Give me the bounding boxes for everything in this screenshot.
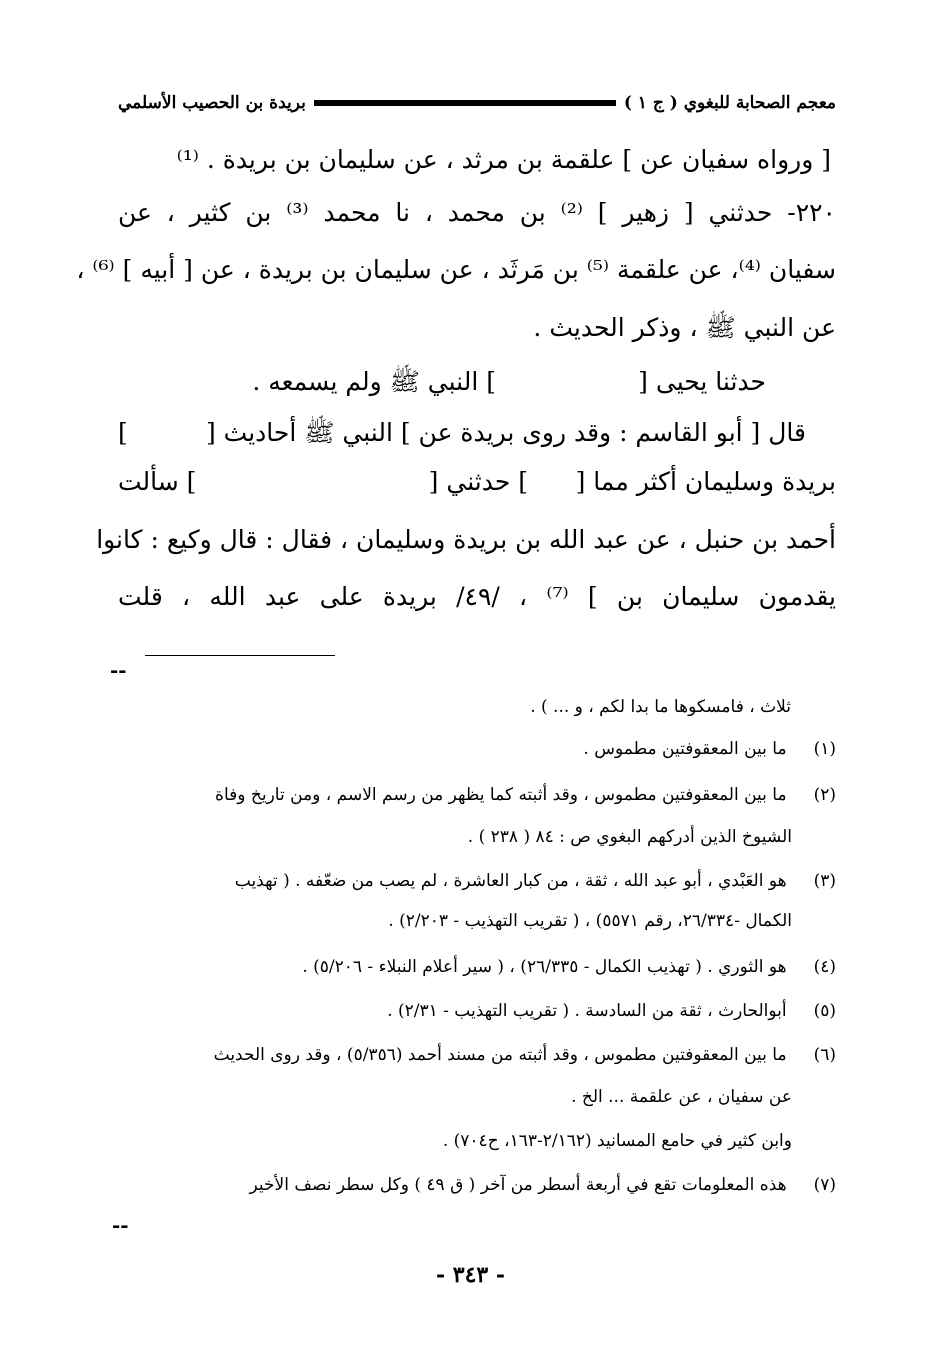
footnote-number: (٣) <box>813 871 836 891</box>
footnote-dash: -- <box>110 658 127 682</box>
footnote-6-continuation: عن سفيان ، عن علقمة ... الخ . <box>571 1087 792 1107</box>
body-line-7-part-b: ] حدثني [ <box>428 467 528 496</box>
footnote-text: هو الثوري . ( تهذيب الكمال - ٢٦/٣٣٥) ، ( سير أعلام النبلاء - ٥/٢٠٦) . <box>302 957 787 977</box>
footnote-text: هذه المعلومات تقع في أربعة أسطر من آخر ( ق ٤٩ ) وكل سطر نصف الأخير <box>249 1175 787 1195</box>
footnote-5 <box>110 996 836 1026</box>
body-line-7-part-a: بريدة وسليمان أكثر مما [ <box>575 467 836 496</box>
footnote-number: (٧) <box>813 1175 836 1195</box>
footnote-7 <box>110 1170 836 1200</box>
footnote-number: (١) <box>813 739 836 759</box>
running-header <box>118 88 836 118</box>
footnote-2 <box>110 780 836 810</box>
footnote-2-continuation: الشيوخ الذين أدركهم البغوي ص : ٨٤ ( ٢٣٨ ) . <box>467 827 792 847</box>
footnote-text: ما بين المعقوفتين مطموس ، وقد أثبته من مسند أحمد (٥/٣٥٦) ، وقد روى الحديث <box>213 1045 787 1065</box>
book-title: معجم الصحابة للبغوي ( ج ١ ) <box>623 93 836 113</box>
body-line-5-part-b: ] النبي ﷺ ولم يسمعه . <box>252 367 496 396</box>
footnote-number: (٤) <box>813 957 836 977</box>
footnote-text: هو العَبْدي ، أبو عبد الله ، ثقة ، من كبار العاشرة ، لم يصب من ضعّفه . ( تهذيب <box>234 871 787 891</box>
body-line-2: ٢٢٠- حدثني [ زهير ] ⁽²⁾ بن محمد ، نا محمد ⁽³⁾ بن كثير ، عن <box>118 198 836 227</box>
footnote-number: (٢) <box>813 785 836 805</box>
bottom-dash: -- <box>112 1213 129 1237</box>
header-rule <box>314 100 616 106</box>
body-line-9: يقدمون سليمان بن ] ⁽⁷⁾ ، /٤٩/ بريدة على عبد الله ، قلت <box>118 582 836 611</box>
footnote-6-continuation-2: وابن كثير في حامع المسانيد (٢/١٦٢-١٦٣، ح٧٠٤) . <box>442 1131 792 1151</box>
body-line-8: أحمد بن حنبل ، عن عبد الله بن بريدة وسليمان ، فقال : قال وكيع : كانوا <box>96 525 836 554</box>
body-line-5-part-a: حدثنا يحيى [ <box>638 367 766 396</box>
footnote-text: ما بين المعقوفتين مطموس ، وقد أثبته كما يظهر من رسم الاسم ، ومن تاريخ وفاة <box>215 785 787 805</box>
body-line-4: عن النبي ﷺ ، وذكر الحديث . <box>533 313 836 342</box>
footnote-4 <box>110 952 836 982</box>
footnote-intro: ثلاث ، فامسكوها ما بدا لكم ، و ... ) . <box>530 697 791 717</box>
body-line-3: سفيان ⁽⁴⁾، عن علقمة ⁽⁵⁾ بن مَرثَد ، عن سليمان بن بريدة ، عن [ أبيه ] ⁽⁶⁾ ، <box>76 255 836 284</box>
page-number: - ٣٤٣ - <box>435 1262 506 1288</box>
footnote-text: أبوالحارث ، ثقة من السادسة . ( تقريب التهذيب - ٢/٣١) . <box>387 1001 787 1021</box>
footnote-number: (٥) <box>813 1001 836 1021</box>
body-line-1: [ ورواه سفيان عن ] علقمة بن مرثد ، عن سليمان بن بريدة . ⁽¹⁾ <box>176 145 831 174</box>
footnote-3 <box>110 866 836 896</box>
chapter-title: بريدة بن الحصيب الأسلمي <box>118 93 306 113</box>
footnote-separator <box>145 655 335 656</box>
footnote-3-continuation: الكمال -٢٦/٣٣٤، رقم ٥٥٧١) ، ( تقريب التهذيب - ٢/٢٠٣) . <box>388 911 792 931</box>
footnote-text: ما بين المعقوفتين مطموس . <box>583 739 787 759</box>
body-line-7-part-c: ] سألت <box>118 467 197 496</box>
body-line-6-part-b: ] <box>118 418 128 447</box>
footnote-1 <box>110 734 836 764</box>
body-line-6-part-a: قال [ أبو القاسم : وقد روى بريدة عن ] النبي ﷺ أحاديث [ <box>205 418 806 447</box>
footnote-number: (٦) <box>813 1045 836 1065</box>
footnote-6 <box>110 1040 836 1070</box>
